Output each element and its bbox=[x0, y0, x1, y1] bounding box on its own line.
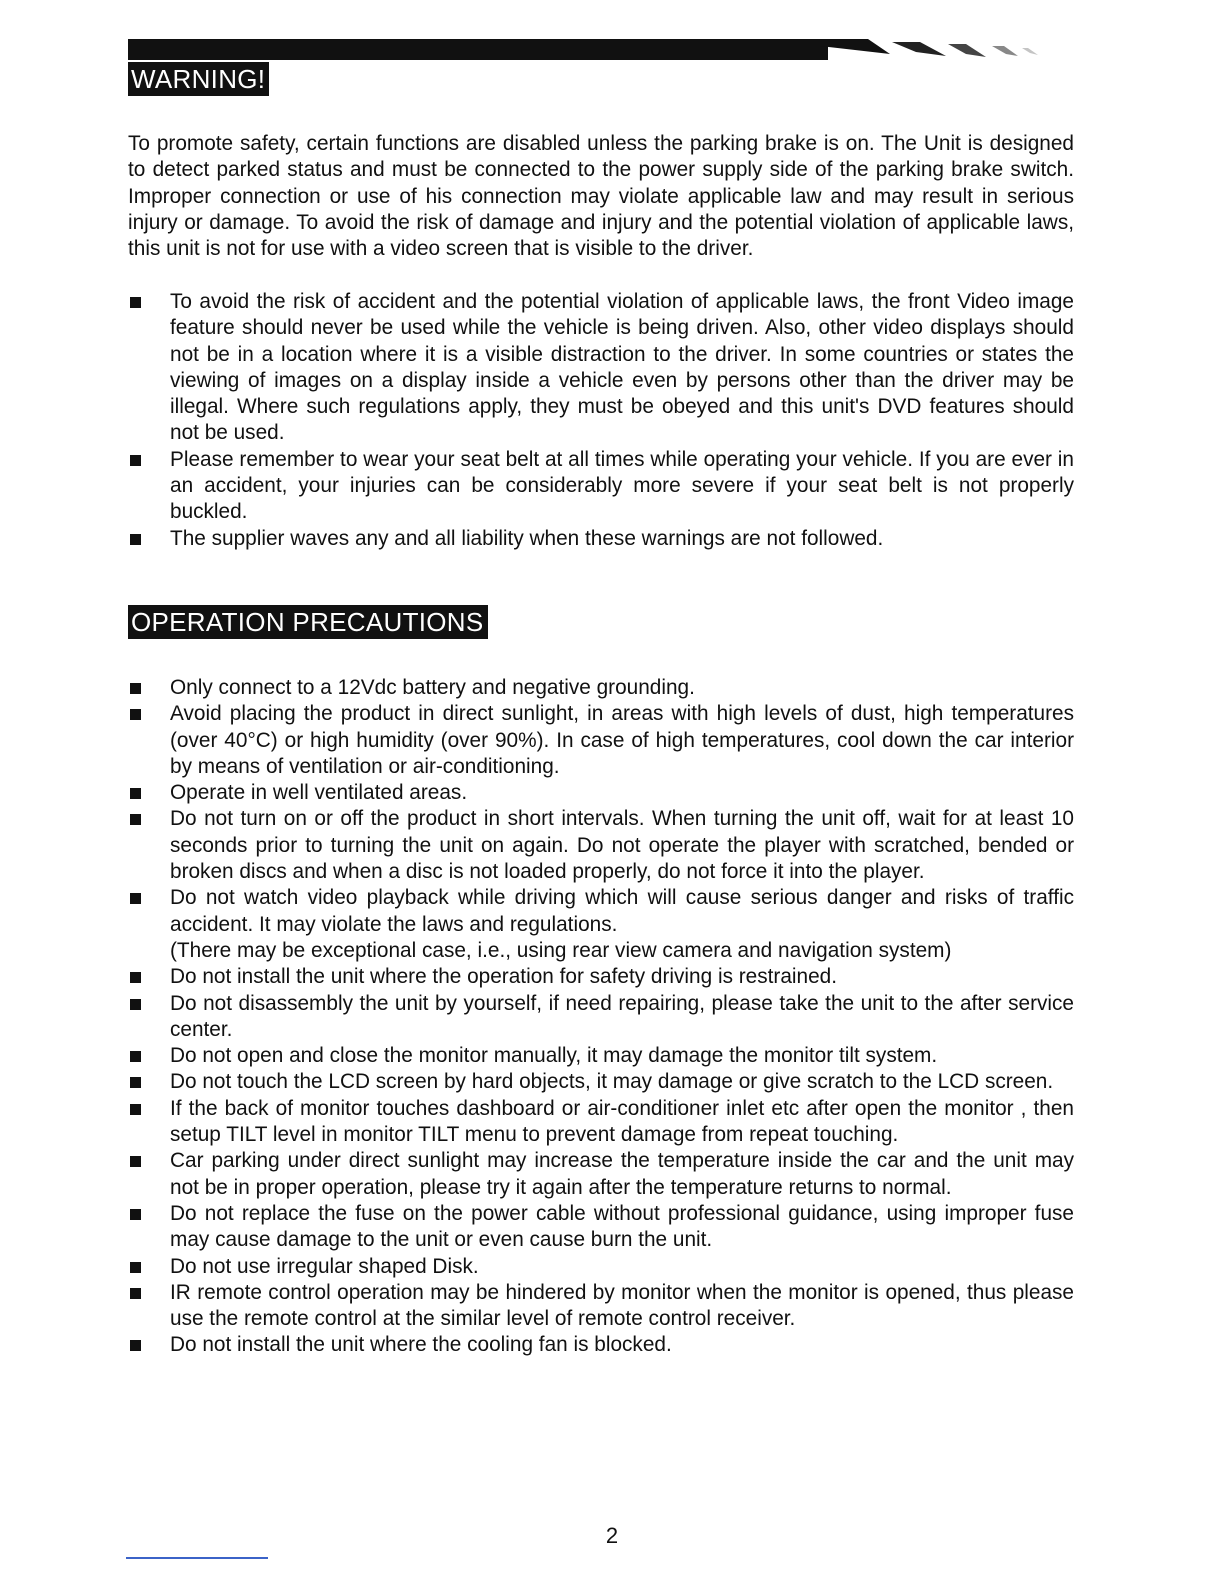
list-item bbox=[128, 1096, 1074, 1149]
list-item bbox=[128, 885, 1074, 964]
list-item-text: Car parking under direct sunlight may increase the temperature inside the car and the unit may not be in proper operation, please try it again after the temperature returns to normal. bbox=[170, 1149, 1074, 1199]
square-bullet-icon bbox=[130, 788, 141, 799]
list-item-text: Operate in well ventilated areas. bbox=[170, 781, 468, 805]
square-bullet-icon bbox=[130, 297, 141, 308]
list-item bbox=[128, 701, 1074, 780]
header-bar bbox=[128, 39, 828, 60]
warning-bullet-list bbox=[128, 289, 1074, 552]
operation-bullet-list bbox=[128, 675, 1074, 1359]
list-item-text: IR remote control operation may be hindered by monitor when the monitor is opened, thus please use the remote control at the similar level of remote control receiver. bbox=[170, 1280, 1074, 1331]
list-item bbox=[128, 964, 1074, 990]
list-item bbox=[128, 447, 1074, 526]
list-item bbox=[128, 1201, 1074, 1254]
warning-heading: WARNING! bbox=[128, 62, 269, 96]
operation-precautions-heading: OPERATION PRECAUTIONS bbox=[128, 605, 488, 639]
list-item bbox=[128, 806, 1074, 885]
square-bullet-icon bbox=[130, 1156, 141, 1167]
square-bullet-icon bbox=[130, 1104, 141, 1115]
list-item-text: Do not touch the LCD screen by hard objects, it may damage or give scratch to the LCD screen. bbox=[170, 1070, 1054, 1094]
square-bullet-icon bbox=[130, 814, 141, 825]
footer-rule bbox=[126, 1557, 268, 1559]
list-item-text: Do not turn on or off the product in short intervals. When turning the unit off, wait for at least 10 seconds prior to turning the unit on again. Do not operate the player with scratched, bended or broken discs and when a disc is not loaded properly, do not force it into the player. bbox=[170, 807, 1074, 884]
list-item bbox=[128, 1069, 1074, 1095]
square-bullet-icon bbox=[130, 683, 141, 694]
square-bullet-icon bbox=[130, 1288, 141, 1299]
page-number: 2 bbox=[605, 1523, 619, 1548]
list-item-text: Only connect to a 12Vdc battery and negative grounding. bbox=[170, 676, 695, 699]
square-bullet-icon bbox=[130, 534, 141, 545]
list-item-text: Do not watch video playback while driving which will cause serious danger and risks of traffic accident. It may violate the laws and regulations. bbox=[170, 886, 1074, 936]
square-bullet-icon bbox=[130, 1209, 141, 1220]
list-item-text: Do not use irregular shaped Disk. bbox=[170, 1254, 479, 1278]
list-item bbox=[128, 675, 1074, 701]
warning-intro-paragraph: To promote safety, certain functions are disabled unless the parking brake is on. The Unit is designed to detect parked status and must be connected to the power supply side of the parking brake switch. Improper connection or use of his connection may violate applicable law and may result in serious injury or damage. To avoid the risk of damage and injury and the potential violation of applicable laws, this unit is not for use with a video screen that is visible to the driver. bbox=[128, 132, 1074, 261]
square-bullet-icon bbox=[130, 1051, 141, 1062]
header-stripes-decoration bbox=[820, 36, 1060, 76]
list-item bbox=[128, 1254, 1074, 1280]
list-item bbox=[128, 289, 1074, 447]
list-item bbox=[128, 780, 1074, 806]
list-item bbox=[128, 1043, 1074, 1069]
list-item-text: Do not replace the fuse on the power cable without professional guidance, using improper fuse may cause damage to the unit or even cause burn the unit. bbox=[170, 1201, 1074, 1252]
square-bullet-icon bbox=[130, 455, 141, 466]
square-bullet-icon bbox=[130, 972, 141, 983]
list-item-text: Do not install the unit where the operation for safety driving is restrained. bbox=[170, 965, 838, 989]
square-bullet-icon bbox=[130, 1077, 141, 1088]
list-item-text: If the back of monitor touches dashboard or air-conditioner inlet etc after open the monitor , then setup TILT level in monitor TILT menu to prevent damage from repeat touching. bbox=[170, 1096, 1074, 1147]
list-item bbox=[128, 1148, 1074, 1201]
list-item bbox=[128, 1280, 1074, 1333]
list-item-text: Do not open and close the monitor manually, it may damage the monitor tilt system. bbox=[170, 1044, 938, 1068]
list-item-text: To avoid the risk of accident and the potential violation of applicable laws, the front Video image feature should never be used while the vehicle is being driven. Also, other video displays should not be in a location where it is a visible distraction to the driver. In some countries or states the viewing of images on a display inside a vehicle even by persons other than the driver may be illegal. Where such regulations apply, they must be obeyed and this unit's DVD features should not be used. bbox=[170, 290, 1074, 445]
list-item-text: Please remember to wear your seat belt at all times while operating your vehicle. If you are ever in an accident, your injuries can be considerably more severe if your seat belt is not properly buckled. bbox=[170, 447, 1074, 524]
square-bullet-icon bbox=[130, 999, 141, 1010]
exception-note: (There may be exceptional case, i.e., using rear view camera and navigation system) bbox=[170, 938, 952, 962]
list-item bbox=[128, 526, 1074, 552]
list-item bbox=[128, 991, 1074, 1044]
square-bullet-icon bbox=[130, 1262, 141, 1273]
list-item bbox=[128, 1332, 1074, 1358]
list-item-text: Avoid placing the product in direct sunlight, in areas with high levels of dust, high temperatures (over 40°C) or high humidity (over 90%). In case of high temperatures, cool down the car interior by means of ventilation or air-conditioning. bbox=[170, 702, 1074, 778]
square-bullet-icon bbox=[130, 893, 141, 904]
list-item-text: The supplier waves any and all liability when these warnings are not followed. bbox=[170, 526, 884, 550]
square-bullet-icon bbox=[130, 1340, 141, 1351]
square-bullet-icon bbox=[130, 709, 141, 720]
list-item-text: Do not install the unit where the cooling fan is blocked. bbox=[170, 1333, 672, 1357]
list-item-text: Do not disassembly the unit by yourself, if need repairing, please take the unit to the after service center. bbox=[170, 991, 1074, 1041]
